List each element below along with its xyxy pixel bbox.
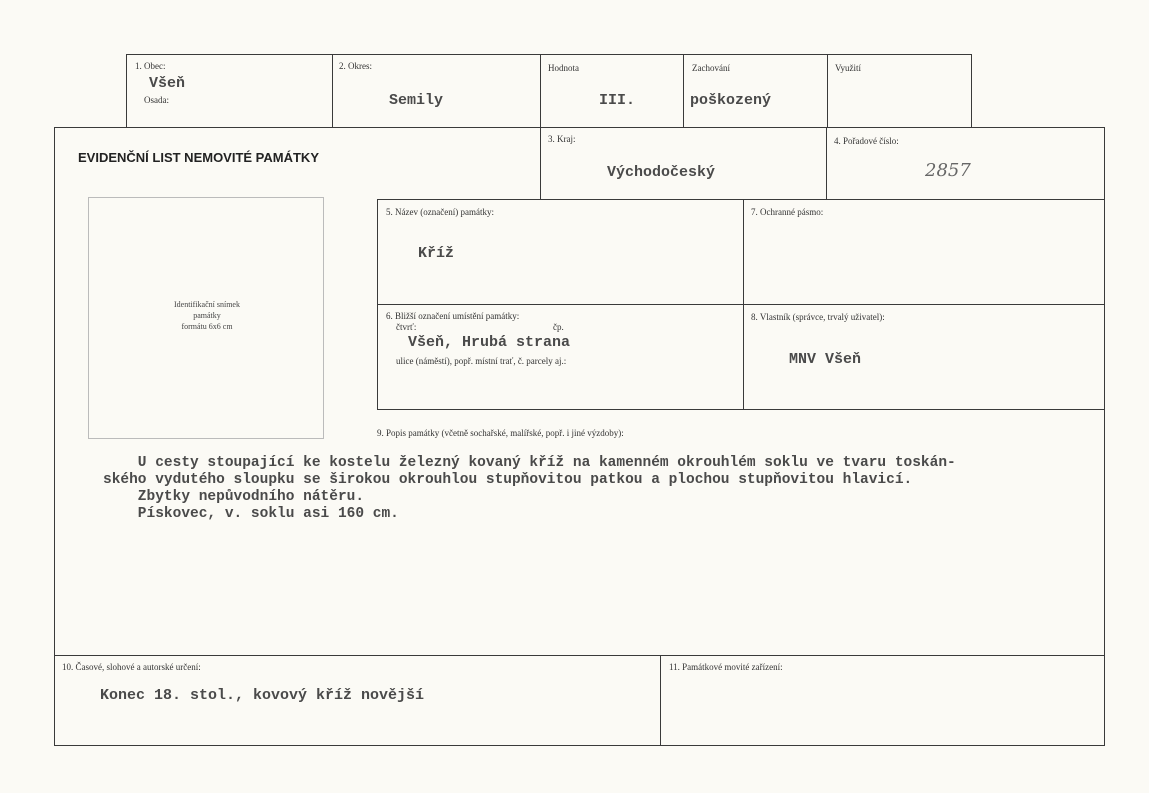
okres-cell bbox=[332, 54, 541, 128]
urceni-value: Konec 18. stol., kovový kříž novější bbox=[100, 687, 425, 704]
popis-label: 9. Popis památky (včetně sochařské, malířské, popř. i jiné výzdoby): bbox=[377, 428, 624, 438]
hodnota-cell bbox=[540, 54, 684, 128]
popis-line: Pískovec, v. soklu asi 160 cm. bbox=[103, 506, 399, 522]
zarizeni-cell bbox=[660, 655, 1105, 746]
kraj-value: Východočeský bbox=[607, 164, 716, 181]
kraj-label: 3. Kraj: bbox=[548, 134, 576, 144]
hodnota-label: Hodnota bbox=[548, 63, 579, 73]
ochranne-pasmo-label: 7. Ochranné pásmo: bbox=[751, 207, 824, 217]
urceni-label: 10. Časové, slohové a autorské určení: bbox=[62, 662, 201, 672]
form-title: EVIDENČNÍ LIST NEMOVITÉ PAMÁTKY bbox=[78, 150, 319, 165]
zachovani-cell bbox=[683, 54, 828, 128]
nazev-label: 5. Název (označení) památky: bbox=[386, 207, 494, 217]
popis-line: U cesty stoupající ke kostelu železný kovaný kříž na kamenném okrouhlém soklu ve tvaru toskán- bbox=[103, 455, 956, 471]
vyuziti-label: Využití bbox=[835, 63, 861, 73]
cp-label: čp. bbox=[553, 322, 564, 332]
ctvrt-label: čtvrť: bbox=[396, 322, 417, 332]
nazev-cell bbox=[377, 199, 744, 305]
vlastnik-cell bbox=[743, 304, 1105, 410]
vlastnik-label: 8. Vlastník (správce, trvalý uživatel): bbox=[751, 312, 885, 322]
kraj-cell bbox=[540, 127, 827, 200]
obec-cell bbox=[126, 54, 333, 128]
zachovani-value: poškozený bbox=[690, 92, 772, 109]
poradove-cislo-value: 2857 bbox=[925, 160, 971, 181]
okres-value: Semily bbox=[389, 92, 444, 109]
zachovani-label: Zachování bbox=[692, 63, 730, 73]
umisteni-cell bbox=[377, 304, 744, 410]
ochranne-pasmo-cell bbox=[743, 199, 1105, 305]
popis-line: Zbytky nepůvodního nátěru. bbox=[103, 489, 365, 505]
photo-caption: Identifikační snímek památky formátu 6x6 cm bbox=[174, 300, 240, 331]
obec-value: Všeň bbox=[149, 75, 186, 92]
popis-text bbox=[103, 455, 956, 523]
hodnota-value: III. bbox=[599, 92, 636, 109]
vyuziti-cell bbox=[827, 54, 972, 128]
poradove-cislo-cell bbox=[826, 127, 1105, 200]
nazev-value: Kříž bbox=[418, 245, 455, 262]
ulice-label: ulice (náměstí), popř. místní trať, č. parcely aj.: bbox=[396, 356, 567, 366]
obec-label: 1. Obec: bbox=[135, 61, 166, 71]
photo-placeholder bbox=[88, 197, 324, 439]
zarizeni-label: 11. Památkové movité zařízení: bbox=[669, 662, 783, 672]
poradove-cislo-label: 4. Pořadové číslo: bbox=[834, 136, 899, 146]
urceni-cell bbox=[54, 655, 661, 746]
vlastnik-value: MNV Všeň bbox=[789, 351, 862, 368]
popis-line: ského vydutého sloupku se širokou okrouhlou stupňovitou patkou a plochou stupňovitou hlavicí. bbox=[103, 472, 913, 488]
umisteni-value: Všeň, Hrubá strana bbox=[408, 334, 571, 351]
okres-label: 2. Okres: bbox=[339, 61, 372, 71]
osada-label: Osada: bbox=[144, 95, 169, 105]
umisteni-label: 6. Bližší označení umístění památky: bbox=[386, 311, 520, 321]
